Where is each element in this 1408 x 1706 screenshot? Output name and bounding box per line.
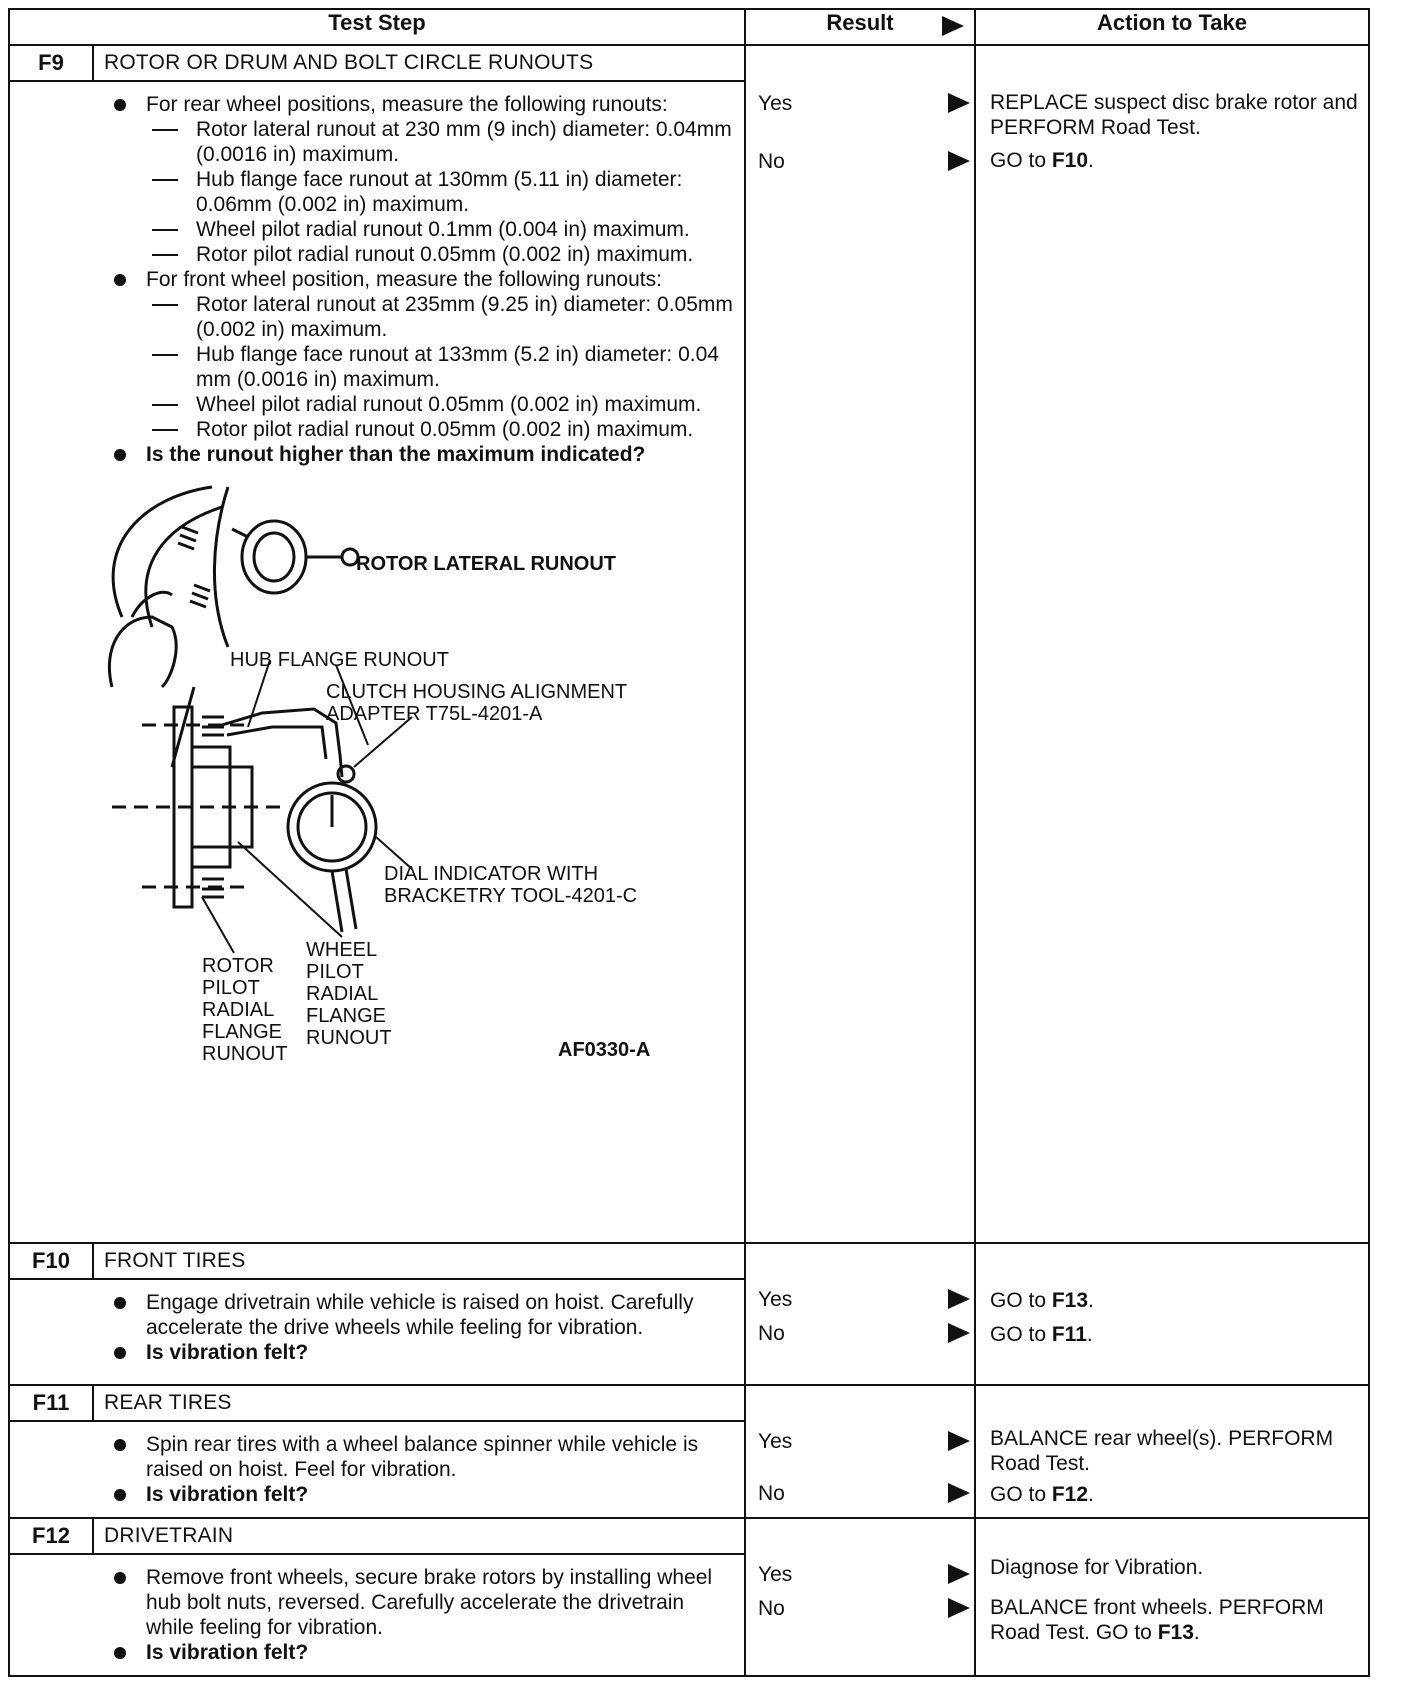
result-no-label: No (758, 1597, 785, 1620)
step-ref-link[interactable]: F12 (1051, 1483, 1089, 1506)
label-clutch-adapter-1: CLUTCH HOUSING ALIGNMENT (326, 681, 628, 703)
runout-spec: Wheel pilot radial runout 0.05mm (0.002 in) maximum. (196, 393, 702, 416)
step-ref-link[interactable]: F10 (1051, 149, 1089, 172)
right-arrow-icon (948, 1598, 970, 1618)
diagnostic-table (8, 8, 1370, 1677)
question-text: Is vibration felt? (146, 1641, 309, 1664)
result-no (758, 1597, 974, 1623)
bullet-icon (114, 99, 126, 111)
header-test-step: Test Step (9, 9, 745, 45)
step-ref-link[interactable]: F13 (1051, 1289, 1089, 1312)
right-arrow-icon (948, 1289, 970, 1309)
action-cell (975, 1518, 1369, 1676)
step-header (10, 1386, 744, 1422)
right-arrow-icon (942, 16, 964, 36)
dash-item (146, 217, 734, 242)
action-no (990, 1595, 1362, 1645)
bullet-icon (114, 1489, 126, 1501)
action-text: . (1088, 1483, 1094, 1506)
result-yes-label: Yes (758, 92, 793, 115)
result-yes-label: Yes (758, 1288, 793, 1311)
action-text: BALANCE front wheels. PERFORM Road Test. GO to (990, 1596, 1324, 1644)
action-text: . (1088, 149, 1094, 172)
step-header (10, 1244, 744, 1280)
bullet-item (22, 1432, 734, 1482)
label-hub-flange-runout: HUB FLANGE RUNOUT (230, 649, 449, 671)
action-no (990, 148, 1362, 173)
result-cell (745, 1518, 975, 1676)
runout-spec: Wheel pilot radial runout 0.1mm (0.004 in) maximum. (196, 218, 690, 241)
bullet-icon (114, 1647, 126, 1659)
dash-item (146, 392, 734, 417)
dash-icon (152, 304, 178, 306)
step-body (10, 1555, 744, 1675)
dash-item (146, 292, 734, 342)
diagnostic-sheet (8, 8, 1368, 1677)
dash-icon (152, 354, 178, 356)
step-title: REAR TIRES (104, 1391, 232, 1414)
test-step-cell (9, 45, 745, 1243)
bullet-icon (114, 449, 126, 461)
dash-icon (152, 129, 178, 131)
runout-spec: Hub flange face runout at 130mm (5.11 in) diameter: 0.06mm (0.002 in) maximum. (196, 168, 683, 216)
result-no-label: No (758, 1482, 785, 1505)
label-rotor-pilot-radial: ROTOR PILOT RADIAL FLANGE RUNOUT (202, 955, 288, 1065)
runout-spec: Rotor pilot radial runout 0.05mm (0.002 in) maximum. (196, 418, 694, 441)
action-text: . (1086, 1323, 1093, 1346)
right-arrow-icon (948, 1483, 970, 1503)
result-yes (758, 1288, 974, 1314)
bullet-item (22, 1565, 734, 1640)
step-title: FRONT TIRES (104, 1249, 246, 1272)
bullet-text: Remove front wheels, secure brake rotors by installing wheel hub bolt nuts, reversed. Carefully accelerate the drivetrain while feeling for vibration. (146, 1566, 713, 1639)
bullet-icon (114, 1439, 126, 1451)
right-arrow-icon (948, 1323, 970, 1343)
action-text: GO to (990, 1483, 1052, 1506)
header-action: Action to Take (975, 9, 1369, 45)
action-text: GO to (990, 1323, 1052, 1346)
step-body (10, 82, 744, 1107)
action-no (990, 1322, 1362, 1347)
header-result (745, 9, 975, 45)
dash-icon (152, 229, 178, 231)
header-result-label: Result (826, 10, 894, 35)
dash-icon (152, 404, 178, 406)
dash-icon (152, 254, 178, 256)
step-row-f11 (9, 1385, 1369, 1518)
step-id: F11 (10, 1386, 94, 1420)
result-yes (758, 1430, 974, 1456)
result-cell (745, 1243, 975, 1385)
result-no (758, 150, 974, 176)
step-ref-link[interactable]: F13 (1157, 1621, 1194, 1644)
step-ref-link[interactable]: F11 (1051, 1323, 1087, 1346)
bullet-text: For front wheel position, measure the following runouts: (146, 268, 662, 291)
bullet-text: Spin rear tires with a wheel balance spinner while vehicle is raised on hoist. Feel for vibration. (146, 1433, 699, 1481)
label-wheel-pilot-radial: WHEEL PILOT RADIAL FLANGE RUNOUT (306, 939, 392, 1049)
result-cell (745, 1385, 975, 1518)
bullet-item (22, 1482, 734, 1507)
dash-item (146, 167, 734, 217)
bullet-text: Engage drivetrain while vehicle is raised on hoist. Carefully accelerate the drive wheels while feeling for vibration. (146, 1291, 694, 1339)
bullet-item (22, 92, 734, 267)
step-id: F9 (10, 46, 94, 80)
dash-item (146, 417, 734, 442)
runout-spec: Hub flange face runout at 133mm (5.2 in) diameter: 0.04 mm (0.0016 in) maximum. (196, 343, 719, 391)
dash-item (146, 117, 734, 167)
result-no-label: No (758, 150, 785, 173)
header-row (9, 9, 1369, 45)
step-id: F10 (10, 1244, 94, 1278)
runout-spec: Rotor pilot radial runout 0.05mm (0.002 in) maximum. (196, 243, 694, 266)
step-title: ROTOR OR DRUM AND BOLT CIRCLE RUNOUTS (104, 51, 594, 74)
bullet-icon (114, 1297, 126, 1309)
dash-icon (152, 179, 178, 181)
action-text: . (1193, 1621, 1200, 1644)
action-yes (990, 1288, 1362, 1313)
test-step-cell (9, 1385, 745, 1518)
step-row-f9 (9, 45, 1369, 1243)
step-title: DRIVETRAIN (104, 1524, 234, 1547)
bullet-item (22, 267, 734, 442)
action-text: . (1088, 1289, 1094, 1312)
bullet-icon (114, 1572, 126, 1584)
action-yes: BALANCE rear wheel(s). PERFORM Road Test. (990, 1427, 1334, 1475)
runout-figure (22, 477, 734, 1097)
step-body (10, 1422, 744, 1517)
action-cell (975, 1243, 1369, 1385)
bullet-item (22, 1290, 734, 1340)
right-arrow-icon (948, 151, 970, 171)
dash-item (146, 242, 734, 267)
question-text: Is vibration felt? (146, 1341, 309, 1364)
action-cell (975, 1385, 1369, 1518)
result-yes (758, 1563, 974, 1589)
step-id: F12 (10, 1519, 94, 1553)
figure-code: AF0330-A (558, 1039, 651, 1061)
bullet-item (22, 1640, 734, 1665)
question-text: Is the runout higher than the maximum indicated? (146, 443, 646, 466)
step-body (10, 1280, 744, 1375)
test-step-cell (9, 1243, 745, 1385)
result-yes-label: Yes (758, 1430, 793, 1453)
question-text: Is vibration felt? (146, 1483, 309, 1506)
action-text: GO to (990, 149, 1052, 172)
result-yes (758, 92, 974, 118)
label-dial-indicator-1: DIAL INDICATOR WITH (384, 863, 599, 885)
label-rotor-lateral-runout: ROTOR LATERAL RUNOUT (356, 553, 616, 575)
bullet-icon (114, 1347, 126, 1359)
step-row-f12 (9, 1518, 1369, 1676)
result-no (758, 1482, 974, 1508)
runout-spec: Rotor lateral runout at 235mm (9.25 in) diameter: 0.05mm (0.002 in) maximum. (196, 293, 733, 341)
result-no (758, 1322, 974, 1348)
result-no-label: No (758, 1322, 785, 1345)
bullet-icon (114, 274, 126, 286)
right-arrow-icon (948, 93, 970, 113)
label-dial-indicator-2: BRACKETRY TOOL-4201-C (384, 885, 638, 907)
result-yes-label: Yes (758, 1563, 793, 1586)
test-step-cell (9, 1518, 745, 1676)
action-cell (975, 45, 1369, 1243)
right-arrow-icon (948, 1564, 970, 1584)
bullet-item (22, 1340, 734, 1365)
step-header (10, 46, 744, 82)
right-arrow-icon (948, 1431, 970, 1451)
step-row-f10 (9, 1243, 1369, 1385)
action-no (990, 1482, 1362, 1507)
result-cell (745, 45, 975, 1243)
runout-spec: Rotor lateral runout at 230 mm (9 inch) diameter: 0.04mm (0.0016 in) maximum. (196, 118, 732, 166)
dash-icon (152, 429, 178, 431)
dash-item (146, 342, 734, 392)
step-header (10, 1519, 744, 1555)
action-text: GO to (990, 1289, 1052, 1312)
action-yes: Diagnose for Vibration. (990, 1556, 1204, 1579)
label-clutch-adapter-2: ADAPTER T75L-4201-A (326, 703, 543, 725)
action-yes: REPLACE suspect disc brake rotor and PERFORM Road Test. (990, 91, 1358, 139)
bullet-text: For rear wheel positions, measure the following runouts: (146, 93, 668, 116)
bullet-item (22, 442, 734, 467)
